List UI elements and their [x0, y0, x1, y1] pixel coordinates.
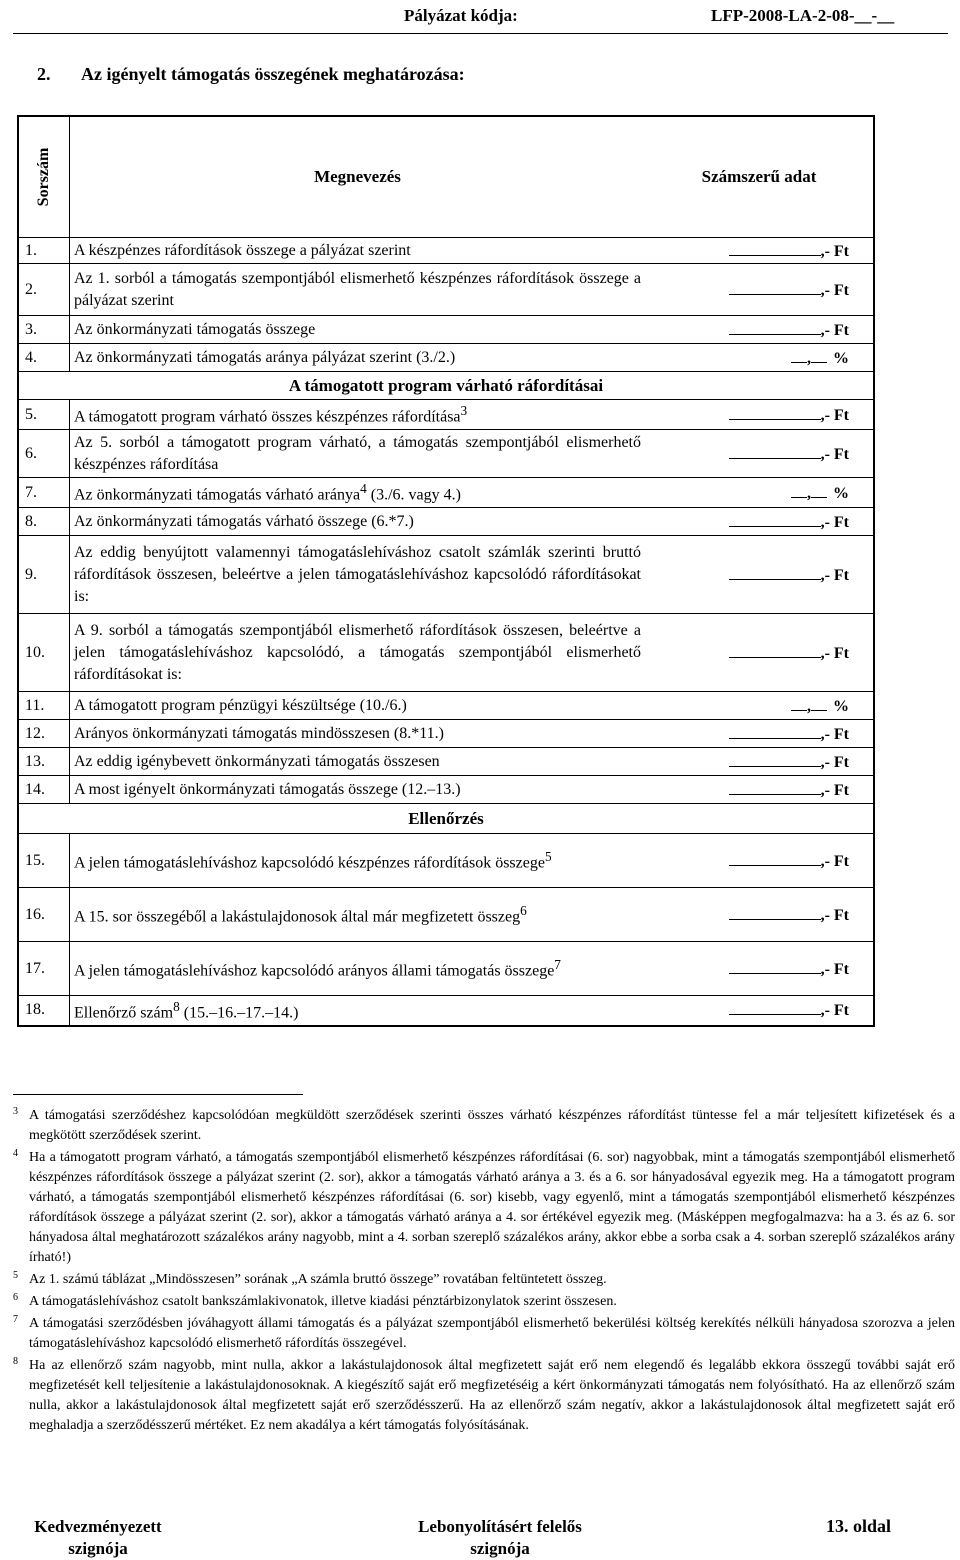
- table-row: [18, 316, 874, 344]
- table-row: [18, 478, 874, 508]
- footnote: 7 A támogatási szerződésben jóváhagyott állami támogatás és a pályázat szempontjából elismerhető bekerülési költség kerekítés nélküli hányadosa szorozva a jelen támogatáslehíváshoz kapcsolódó elismerhető ráfordítás összegével.: [13, 1314, 955, 1351]
- section-title-text: Az igényelt támogatás összegének meghatározása:: [81, 64, 465, 84]
- footnote: 4 Ha a támogatott program várható, a támogatás szempontjából elismerhető készpénzes ráfordításai (6. sor) nagyobbak, mint a támogatás szempontjából elismerhető készpénzes ráfordítások összege a pályázat szerint (2. sor), akkor a támogatás várható aránya a 3. és a 6. sor hányadosával egyezik meg. Ha a támogatott program várható, a támogatás szempontjából elismerhető készpénzes ráfordításai (6. sor) kisebb, vagy egyenlő, mint a támogatás szempontjából elismerhető készpénzes ráfordítások összege a pályázat szerint (2. sor), akkor a támogatás várható aránya a 4. sor értékével egyezik meg. (Másképpen megfogalmazva: ha a 3. és az 6. sor hányadosa által meghatározott százalékos arány nagyobb, mint a 4. sorban szereplő százalékos arány, akkor ebbe a sorba csak a 4. sorban szereplő százalékos arány írható!): [13, 1148, 955, 1265]
- footnotes: [13, 1106, 955, 1438]
- table-group-row: [18, 804, 874, 834]
- input-blank[interactable]: [729, 565, 821, 580]
- row-description: A támogatott program pénzügyi készültsége (10./6.): [70, 692, 646, 720]
- input-blank[interactable]: [729, 280, 821, 295]
- row-number: 3.: [18, 316, 70, 344]
- row-value[interactable]: ,- Ft: [645, 996, 874, 1026]
- row-value[interactable]: ,- Ft: [645, 748, 874, 776]
- footnote: 8 Ha az ellenőrző szám nagyobb, mint nulla, akkor a lakástulajdonosok által megfizetett saját erő nem elegendő és legalább ekkora összegű további saját erő megfizetését kell teljesítenie a lakástulajdonosoknak. A kiegészítő saját erő megfizetéséig a kért önkormányzati támogatás nem folyósítható. Ha az ellenőrző szám nulla, akkor a lakástulajdonosok által megfizetett saját erő szerződésszerű. Ha az ellenőrző szám negatív, akkor a lakástulajdonosok által megfizetett saját erő meghaladja a szerződésszerű mértéket. Ez nem akadálya a kért támogatás folyósításának.: [13, 1356, 955, 1433]
- row-number: 18.: [18, 996, 70, 1026]
- footnote: 3 A támogatási szerződéshez kapcsolódóan megküldött szerződések szerinti összes várható készpénzes ráfordítást tüntesse fel a már teljesített kifizetések és a megkötött szerződések szerint.: [13, 1106, 955, 1143]
- row-value[interactable]: ,- Ft: [645, 430, 874, 478]
- row-number: 14.: [18, 776, 70, 804]
- input-blank[interactable]: [729, 241, 821, 256]
- row-value[interactable]: ,- Ft: [645, 400, 874, 430]
- table-row: [18, 400, 874, 430]
- row-number: 2.: [18, 264, 70, 316]
- manager-signature: Lebonyolításért felelős szignója: [418, 1517, 582, 1558]
- row-description: Arányos önkormányzati támogatás mindösszesen (8.*11.): [70, 720, 646, 748]
- footnote-ref: 7: [554, 957, 561, 973]
- footnote-ref: 4: [360, 481, 367, 497]
- row-number: 1.: [18, 238, 70, 264]
- table-row: [18, 776, 874, 804]
- input-blank[interactable]: [729, 780, 821, 795]
- column-header-value: Számszerű adat: [645, 116, 874, 238]
- row-value[interactable]: ,- Ft: [645, 536, 874, 614]
- support-table: [17, 115, 875, 1027]
- table-row: [18, 748, 874, 776]
- column-header-number: Sorszám: [18, 116, 70, 238]
- table-row: [18, 264, 874, 316]
- row-description: Az önkormányzati támogatás várható aránya$^4$ (3./6. vagy 4.): [70, 478, 646, 508]
- row-description: A most igényelt önkormányzati támogatás összege (12.–13.): [70, 776, 646, 804]
- footnote-rule: [13, 1094, 303, 1095]
- row-value[interactable]: ,- Ft: [645, 316, 874, 344]
- section-number: 2.: [37, 64, 51, 84]
- input-blank[interactable]: [729, 959, 821, 974]
- beneficiary-signature: Kedvezményezett szignója: [34, 1517, 162, 1558]
- row-description: A támogatott program várható összes készpénzes ráfordítása$^3$: [70, 400, 646, 430]
- table-row: [18, 720, 874, 748]
- section-title: [37, 64, 465, 85]
- input-blank[interactable]: [811, 483, 827, 498]
- header-rule: [13, 33, 948, 34]
- row-description: Az önkormányzati támogatás várható összege (6.*7.): [70, 508, 646, 536]
- input-blank[interactable]: [811, 348, 827, 363]
- table-row: [18, 834, 874, 888]
- page-number: 13. oldal: [826, 1516, 892, 1536]
- row-value[interactable]: ,- Ft: [645, 264, 874, 316]
- row-number: 16.: [18, 888, 70, 942]
- input-blank[interactable]: [811, 696, 827, 711]
- group-heading: Ellenőrzés: [18, 804, 874, 834]
- row-description: Az 5. sorból a támogatott program várható, a támogatás szempontjából elismerhető készpénzes ráfordítása: [70, 430, 646, 478]
- row-value[interactable]: ,- Ft: [645, 888, 874, 942]
- input-blank[interactable]: [729, 643, 821, 658]
- footnote: 5 Az 1. számú táblázat „Mindösszesen” sorának „A számla bruttó összege” rovatában feltüntetett összeg.: [13, 1270, 607, 1287]
- row-value[interactable]: ,- Ft: [645, 238, 874, 264]
- row-number: 7.: [18, 478, 70, 508]
- row-value[interactable]: ,- Ft: [645, 942, 874, 996]
- tender-code-label: Pályázat kódja:: [404, 6, 518, 25]
- row-description: Az 1. sorból a támogatás szempontjából elismerhető készpénzes ráfordítások összege a pályázat szerint: [70, 264, 646, 316]
- row-number: 13.: [18, 748, 70, 776]
- input-blank[interactable]: [729, 512, 821, 527]
- table-group-row: [18, 372, 874, 400]
- row-description: Az eddig benyújtott valamennyi támogatáslehíváshoz csatolt számlák szerinti bruttó ráfordítások összesen, beleértve a jelen támogatáslehíváshoz kapcsolódó ráfordításokat is:: [70, 536, 646, 614]
- table-row: [18, 692, 874, 720]
- table-row: [18, 996, 874, 1026]
- input-blank[interactable]: [729, 752, 821, 767]
- input-blank[interactable]: [729, 851, 821, 866]
- input-blank[interactable]: [791, 348, 807, 363]
- table-row: [18, 344, 874, 372]
- table-row: [18, 888, 874, 942]
- input-blank[interactable]: [729, 320, 821, 335]
- column-header-name: Megnevezés: [70, 116, 646, 238]
- input-blank[interactable]: [791, 696, 807, 711]
- row-description: A 15. sor összegéből a lakástulajdonosok által már megfizetett összeg$^6$: [70, 888, 646, 942]
- row-number: 15.: [18, 834, 70, 888]
- input-blank[interactable]: [729, 905, 821, 920]
- group-heading: A támogatott program várható ráfordításai: [18, 372, 874, 400]
- row-value[interactable]: , %: [645, 344, 874, 372]
- tender-code-value: LFP-2008-LA-2-08-__-__: [711, 6, 895, 25]
- table-row: [18, 536, 874, 614]
- row-description: A 9. sorból a támogatás szempontjából elismerhető ráfordítások összesen, beleértve a jelen támogatáslehíváshoz kapcsolódó, a támogatás szempontjából elismerhető ráfordításokat is:: [70, 614, 646, 692]
- row-number: 4.: [18, 344, 70, 372]
- row-value[interactable]: , %: [645, 478, 874, 508]
- footnote: 6 A támogatáslehíváshoz csatolt bankszámlakivonatok, illetve kiadási pénztárbizonylatok szerint összesen.: [13, 1292, 617, 1309]
- row-description: A jelen támogatáslehíváshoz kapcsolódó arányos állami támogatás összege$^7$: [70, 942, 646, 996]
- input-blank[interactable]: [791, 483, 807, 498]
- input-blank[interactable]: [729, 1000, 821, 1015]
- row-value[interactable]: ,- Ft: [645, 614, 874, 692]
- table-header-row: [18, 116, 874, 238]
- row-description: Ellenőrző szám$^8$ (15.–16.–17.–14.): [70, 996, 646, 1026]
- footnote-ref: 5: [544, 849, 552, 865]
- row-value[interactable]: ,- Ft: [645, 508, 874, 536]
- row-number: 11.: [18, 692, 70, 720]
- row-number: 9.: [18, 536, 70, 614]
- row-description: Az önkormányzati támogatás összege: [70, 316, 646, 344]
- row-number: 12.: [18, 720, 70, 748]
- row-number: 5.: [18, 400, 70, 430]
- row-value[interactable]: ,- Ft: [645, 834, 874, 888]
- row-value[interactable]: ,- Ft: [645, 776, 874, 804]
- row-description: A jelen támogatáslehíváshoz kapcsolódó készpénzes ráfordítások összege$^5$: [70, 834, 646, 888]
- table-row: [18, 430, 874, 478]
- input-blank[interactable]: [729, 724, 821, 739]
- row-value[interactable]: ,- Ft: [645, 720, 874, 748]
- row-number: 8.: [18, 508, 70, 536]
- footnote-ref: 6: [520, 903, 527, 919]
- row-number: 10.: [18, 614, 70, 692]
- footnote-ref: 3: [460, 403, 468, 419]
- row-number: 6.: [18, 430, 70, 478]
- input-blank[interactable]: [729, 405, 821, 420]
- input-blank[interactable]: [729, 444, 821, 459]
- footnote-ref: 8: [173, 999, 180, 1015]
- row-description: A készpénzes ráfordítások összege a pályázat szerint: [70, 238, 646, 264]
- row-value[interactable]: , %: [645, 692, 874, 720]
- table-row: [18, 614, 874, 692]
- table-row: [18, 942, 874, 996]
- table-row: [18, 508, 874, 536]
- row-number: 17.: [18, 942, 70, 996]
- row-description: Az önkormányzati támogatás aránya pályázat szerint (3./2.): [70, 344, 646, 372]
- table-row: [18, 238, 874, 264]
- row-description: Az eddig igénybevett önkormányzati támogatás összesen: [70, 748, 646, 776]
